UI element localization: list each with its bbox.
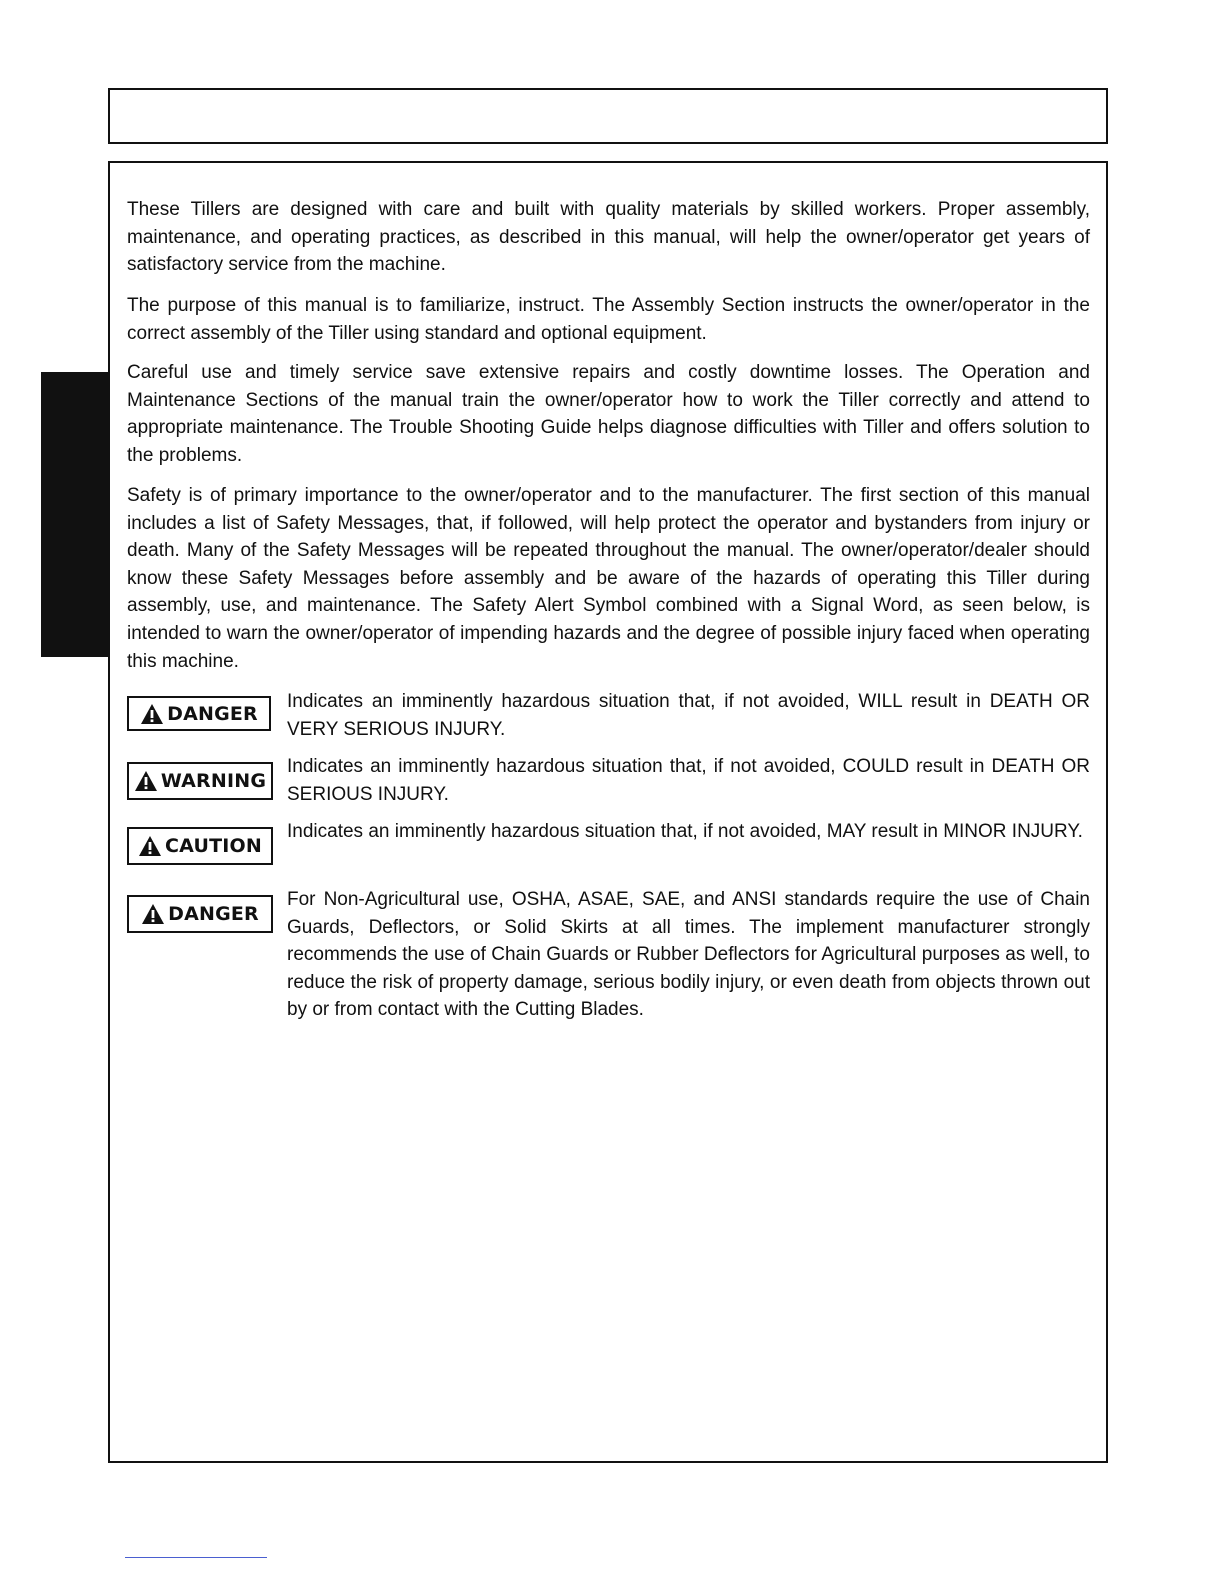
caution-label: CAUTION bbox=[165, 835, 262, 857]
danger-label-box-2 bbox=[127, 895, 273, 933]
intro-paragraph: These Tillers are designed with care and built with quality materials by skilled workers. Proper assembly, maintenance, and operating practices, as described in this manual, will help the owner/operator get years of satisfactory service from the machine. bbox=[127, 199, 1090, 276]
warning-triangle-icon bbox=[140, 703, 164, 725]
danger-label-2: DANGER bbox=[168, 903, 259, 925]
section-header-box bbox=[108, 88, 1108, 144]
warning-label-box bbox=[127, 762, 273, 800]
warning-triangle-icon bbox=[138, 835, 162, 857]
section-side-tab bbox=[41, 372, 108, 657]
warning-triangle-icon bbox=[141, 903, 165, 925]
service-paragraph: Careful use and timely service save extensive repairs and costly downtime losses. The Operation and Maintenance Sections of the manual train the owner/operator how to work the Tiller correctly and attend to appropriate maintenance. The Trouble Shooting Guide helps diagnose difficulties with Tiller and offers solution to the problems. bbox=[127, 362, 1090, 466]
warning-label: WARNING bbox=[160, 770, 267, 792]
danger-label: DANGER bbox=[167, 702, 258, 725]
danger-label-box bbox=[127, 696, 271, 731]
safety-paragraph: Safety is of primary importance to the owner/operator and to the manufacturer. The first section of this manual includes a list of Safety Messages, that, if followed, will help protect the operator and bystanders from injury or death. Many of the Safety Messages will be repeated throughout the manual. The owner/operator/dealer should know these Safety Messages before assembly and be aware of the hazards of operating this Tiller during assembly, use, and maintenance. The Safety Alert Symbol combined with a Signal Word, as seen below, is intended to warn the owner/operator of impending hazards and the degree of possible injury faced when operating this machine. bbox=[127, 485, 1090, 672]
warning-description: Indicates an imminently hazardous situation that, if not avoided, COULD result in DEATH OR SERIOUS INJURY. bbox=[287, 756, 1090, 805]
footer-link-underline[interactable] bbox=[125, 1557, 267, 1558]
caution-description: Indicates an imminently hazardous situation that, if not avoided, MAY result in MINOR INJURY. bbox=[287, 821, 1083, 842]
content-frame bbox=[108, 161, 1108, 1463]
danger-description: Indicates an imminently hazardous situation that, if not avoided, WILL result in DEATH OR VERY SERIOUS INJURY. bbox=[287, 691, 1090, 740]
caution-label-box bbox=[127, 827, 273, 865]
warning-triangle-icon bbox=[134, 770, 158, 792]
chain-guards-description: For Non-Agricultural use, OSHA, ASAE, SAE, and ANSI standards require the use of Chain Guards, Deflectors, or Solid Skirts at all times. The implement manufacturer strongly recommends the use of Chain Guards or Rubber Deflectors for Agricultural purposes as well, to reduce the risk of property damage, serious bodily injury, or even death from objects thrown out by or from contact with the Cutting Blades. bbox=[287, 889, 1090, 1021]
purpose-paragraph: The purpose of this manual is to familiarize, instruct. The Assembly Section instructs the owner/operator in the correct assembly of the Tiller using standard and optional equipment. bbox=[127, 295, 1090, 344]
